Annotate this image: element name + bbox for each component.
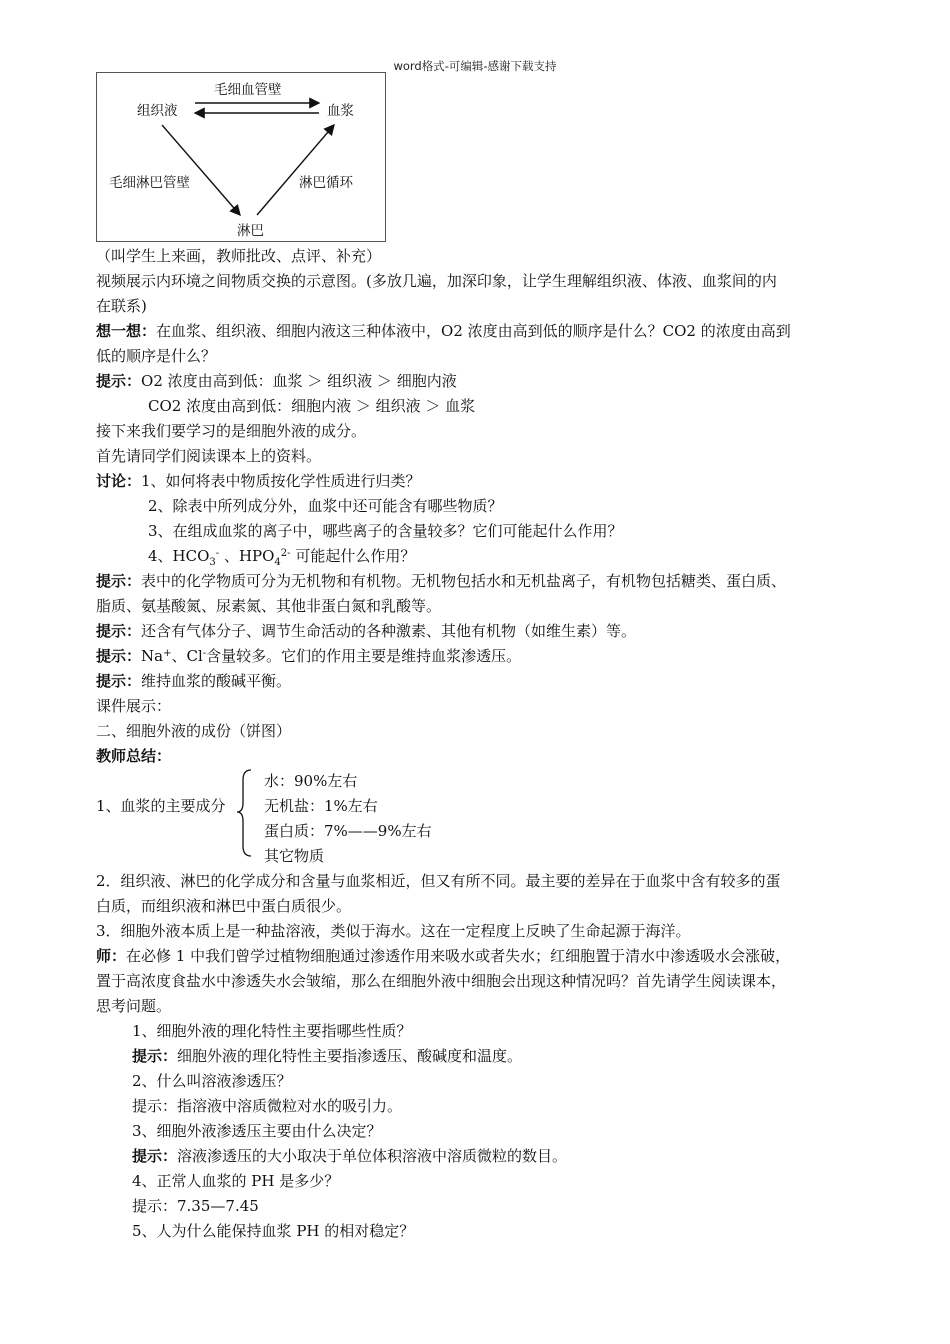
text-line: 在联系) bbox=[96, 297, 147, 315]
subscript: 3 bbox=[209, 557, 216, 568]
think-label: 想一想： bbox=[96, 322, 157, 340]
hint-text: 含量较多。它们的作用主要是维持血浆渗透压。 bbox=[206, 647, 522, 665]
hint-text: Na bbox=[141, 647, 164, 665]
answer-4: 提示：7.35—7.45 bbox=[132, 1197, 259, 1215]
text-line: 脂质、氨基酸氮、尿素氮、其他非蛋白氮和乳酸等。 bbox=[96, 597, 442, 615]
discussion-label: 讨论： bbox=[96, 472, 142, 490]
text-line: 2．组织液、淋巴的化学成分和含量与血浆相近，但又有所不同。最主要的差异在于血浆中含有较多的蛋 bbox=[96, 872, 781, 890]
text-line: 3．细胞外液本质上是一种盐溶液，类似于海水。这在一定程度上反映了生命起源于海洋。 bbox=[96, 922, 691, 940]
capillary-wall-label: 毛细血管壁 bbox=[214, 82, 282, 98]
text-line: 思考问题。 bbox=[96, 997, 172, 1015]
hint-label: 提示： bbox=[132, 1147, 178, 1165]
text-line: 视频展示内环境之间物质交换的示意图。(多放几遍，加深印象，让学生理解组织液、体液、血浆间的内 bbox=[96, 272, 777, 290]
ion-text: 4、HCO bbox=[148, 547, 210, 565]
question-2: 2、什么叫溶液渗透压？ bbox=[132, 1072, 292, 1090]
question-1: 1、细胞外液的理化特性主要指哪些性质？ bbox=[132, 1022, 412, 1040]
answer-3 bbox=[132, 1144, 567, 1169]
text-line: 低的顺序是什么？ bbox=[96, 347, 217, 365]
lymph-circulation-label: 淋巴循环 bbox=[299, 175, 353, 191]
text-line: 2、除表中所列成分外，血浆中还可能含有哪些物质？ bbox=[148, 497, 503, 515]
hint-text: 表中的化学物质可分为无机物和有机物。无机物包括水和无机盐离子，有机物包括糖类、蛋白质、 bbox=[141, 572, 787, 590]
hint-text: 溶液渗透压的大小取决于单位体积溶液中溶质微粒的数目。 bbox=[177, 1147, 568, 1165]
hint-text: 细胞外液的理化特性主要指渗透压、酸碱度和温度。 bbox=[177, 1047, 523, 1065]
text-line: （叫学生上来画，教师批改、点评、补充） bbox=[96, 247, 382, 265]
hint-label: 提示： bbox=[96, 572, 142, 590]
hint-line bbox=[96, 569, 786, 594]
plasma-main-components: 1、血浆的主要成分 bbox=[96, 797, 226, 815]
lymph-capillary-wall-label: 毛细淋巴管壁 bbox=[109, 175, 190, 191]
teacher-label: 师： bbox=[96, 947, 127, 965]
hint-label: 提示： bbox=[132, 1047, 178, 1065]
discussion-line bbox=[96, 469, 421, 494]
ion-text: 、HPO bbox=[219, 547, 275, 565]
hint-label: 提示： bbox=[96, 372, 142, 390]
text-line: 接下来我们要学习的是细胞外液的成分。 bbox=[96, 422, 367, 440]
think-question-line bbox=[96, 319, 791, 344]
plasma-salt: 无机盐：1%左右 bbox=[264, 797, 378, 815]
hint-line bbox=[96, 644, 521, 672]
superscript: 2- bbox=[280, 548, 291, 559]
section-heading: 二、细胞外液的成份（饼图） bbox=[96, 722, 292, 740]
question-3: 3、细胞外液渗透压主要由什么决定？ bbox=[132, 1122, 382, 1140]
superscript: - bbox=[202, 648, 207, 659]
curly-brace-icon bbox=[235, 768, 255, 858]
text-line: 置于高浓度食盐水中渗透失水会皱缩，那么在细胞外液中细胞会出现这种情况吗？首先请学生阅读课本， bbox=[96, 972, 787, 990]
hint-text: 、Cl bbox=[171, 647, 203, 665]
hint-text: 还含有气体分子、调节生命活动的各种激素、其他有机物（如维生素）等。 bbox=[141, 622, 637, 640]
question-4: 4、正常人血浆的 PH 是多少？ bbox=[132, 1172, 340, 1190]
plasma-water: 水：90%左右 bbox=[264, 772, 358, 790]
text-line: 3、在组成血浆的离子中，哪些离子的含量较多？它们可能起什么作用？ bbox=[148, 522, 623, 540]
hint-label: 提示： bbox=[96, 647, 142, 665]
hint-text: 维持血浆的酸碱平衡。 bbox=[141, 672, 292, 690]
text-line: 课件展示： bbox=[96, 697, 172, 715]
hint-line bbox=[96, 619, 636, 644]
arrow-lymph-to-plasma bbox=[257, 125, 334, 215]
text-line: CO2 浓度由高到低：细胞内液 ＞ 组织液 ＞ 血浆 bbox=[148, 397, 476, 415]
superscript: + bbox=[163, 648, 172, 659]
teacher-text: 在必修 1 中我们曾学过植物细胞通过渗透作用来吸水或者失水；红细胞置于清水中渗透吸水会涨破， bbox=[126, 947, 791, 965]
body-fluid-exchange-diagram bbox=[96, 72, 386, 242]
answer-2: 提示：指溶液中溶质微粒对水的吸引力。 bbox=[132, 1097, 403, 1115]
hint-line bbox=[96, 669, 291, 694]
superscript: - bbox=[215, 548, 220, 559]
ion-text: 可能起什么作用？ bbox=[290, 547, 416, 565]
hint-text: O2 浓度由高到低：血浆 ＞ 组织液 ＞ 细胞内液 bbox=[141, 372, 457, 390]
plasma-protein: 蛋白质：7%——9%左右 bbox=[264, 822, 432, 840]
arrow-to-lymph bbox=[162, 125, 240, 215]
teacher-line bbox=[96, 944, 790, 969]
discussion-text: 1、如何将表中物质按化学性质进行归类？ bbox=[141, 472, 421, 490]
page-header: word格式-可编辑-感谢下载支持 bbox=[393, 59, 557, 73]
hint-label: 提示： bbox=[96, 622, 142, 640]
text-line: 白质，而组织液和淋巴中蛋白质很少。 bbox=[96, 897, 352, 915]
teacher-summary-label: 教师总结： bbox=[96, 747, 172, 765]
lymph-node: 淋巴 bbox=[237, 223, 264, 239]
hint-line bbox=[96, 369, 457, 394]
hint-label: 提示： bbox=[96, 672, 142, 690]
tissue-fluid-node: 组织液 bbox=[137, 103, 178, 119]
plasma-node: 血浆 bbox=[327, 103, 354, 119]
subscript: 4 bbox=[274, 557, 281, 568]
plasma-other: 其它物质 bbox=[264, 847, 325, 865]
ion-question-line bbox=[148, 544, 415, 572]
question-5: 5、人为什么能保持血浆 PH 的相对稳定？ bbox=[132, 1222, 415, 1240]
think-text: 在血浆、组织液、细胞内液这三种体液中，O2 浓度由高到低的顺序是什么？CO2 的浓度由高到 bbox=[156, 322, 791, 340]
answer-1 bbox=[132, 1044, 522, 1069]
text-line: 首先请同学们阅读课本上的资料。 bbox=[96, 447, 322, 465]
